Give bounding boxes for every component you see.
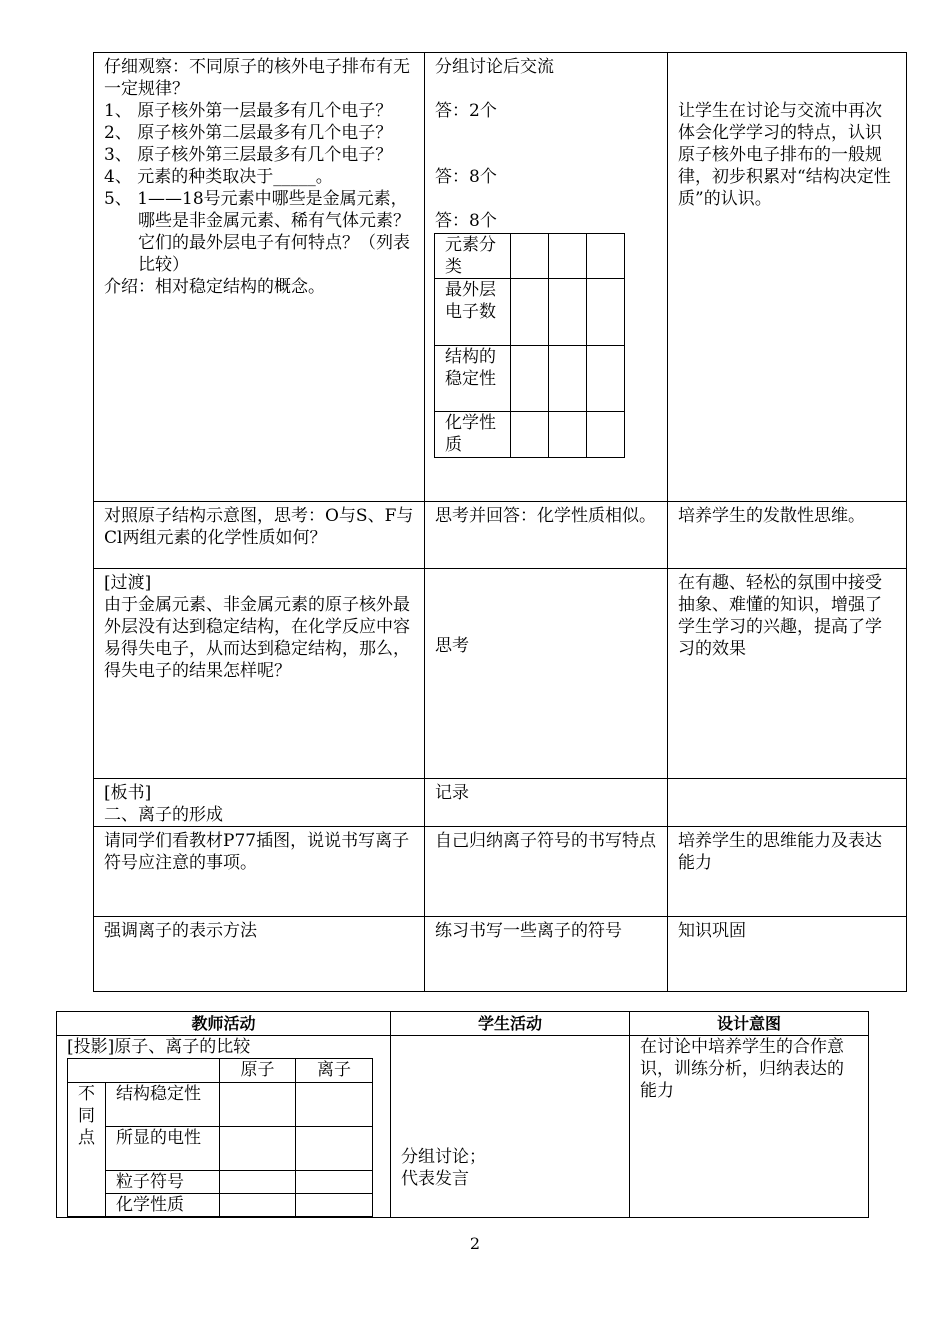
- answer-text: 答：8个: [435, 167, 497, 187]
- question-item: 1、 原子核外第一层最多有几个电子？: [104, 101, 393, 121]
- teacher-text: 介绍：相对稳定结构的概念。: [104, 277, 325, 297]
- teacher-activity-cell: [94, 779, 425, 827]
- intent-text: 让学生在讨论与交流中再次体会化学学习的特点，认识原子核外电子排布的一般规律，初步积累对“结构决定性质”的认识。: [678, 101, 891, 209]
- table-row: [68, 1083, 373, 1127]
- column-header: 学生活动: [391, 1012, 630, 1036]
- student-text: 分组讨论后交流: [435, 57, 554, 77]
- element-classification-table: [434, 233, 625, 458]
- column-header: 设计意图: [630, 1012, 869, 1036]
- table-row: [94, 917, 907, 992]
- table-cell: 化学性质: [435, 412, 511, 458]
- lesson-table-1: [93, 52, 907, 992]
- table-row: [435, 234, 625, 279]
- answer-text: 答：2个: [435, 101, 497, 121]
- answer-text: 答：8个: [435, 211, 497, 231]
- student-activity-cell: 练习书写一些离子的符号: [425, 917, 668, 992]
- table-header-row: [57, 1012, 869, 1036]
- teacher-text: 由于金属元素、非金属元素的原子核外最外层没有达到稳定结构，在化学反应中容易得失电子，从而达到稳定结构，那么，得失电子的结果怎样呢？: [104, 595, 410, 681]
- student-text: 代表发言: [401, 1169, 469, 1189]
- design-intent-cell: 培养学生的思维能力及表达能力: [668, 827, 907, 917]
- projection-title: [投影]原子、离子的比较: [67, 1037, 251, 1057]
- student-activity-cell: [425, 53, 668, 502]
- design-intent-cell: 知识巩固: [668, 917, 907, 992]
- teacher-text: 二、离子的形成: [104, 805, 223, 825]
- student-text: 分组讨论；: [401, 1147, 486, 1167]
- table-row: [68, 1059, 373, 1083]
- question-item: 4、 元素的种类取决于_____。: [104, 167, 333, 187]
- column-header: 离子: [296, 1059, 373, 1083]
- design-intent-cell: 在有趣、轻松的氛围中接受抽象、难懂的知识，增强了学生学习的兴趣，提高了学习的效果: [668, 569, 907, 779]
- column-header: 原子: [220, 1059, 296, 1083]
- question-item: 2、 原子核外第二层最多有几个电子？: [104, 123, 393, 143]
- teacher-activity-cell: [94, 569, 425, 779]
- teacher-activity-cell: 请同学们看教材P77插图，说说书写离子符号应注意的事项。: [94, 827, 425, 917]
- table-row: [57, 1036, 869, 1218]
- table-row: [435, 279, 625, 346]
- table-cell: 结构的稳定性: [435, 346, 511, 412]
- design-intent-cell: [668, 779, 907, 827]
- teacher-text: 仔细观察：不同原子的核外电子排布有无一定规律？: [104, 57, 410, 99]
- design-intent-cell: 培养学生的发散性思维。: [668, 502, 907, 569]
- student-activity-cell: [391, 1036, 630, 1218]
- table-cell: 结构稳定性: [106, 1083, 220, 1127]
- table-cell: 粒子符号: [106, 1171, 220, 1194]
- table-cell: 化学性质: [106, 1194, 220, 1217]
- table-row: [94, 827, 907, 917]
- table-cell: 最外层电子数: [435, 279, 511, 346]
- page-number: 2: [469, 1234, 481, 1253]
- student-activity-cell: 思考并回答：化学性质相似。: [425, 502, 668, 569]
- column-header: 教师活动: [57, 1012, 391, 1036]
- table-row: [68, 1127, 373, 1171]
- question-item: 5、 1——18号元素中哪些是金属元素，哪些是非金属元素、稀有气体元素？它们的最外层电子有何特点？（列表比较）: [104, 189, 410, 275]
- teacher-activity-cell: [94, 53, 425, 502]
- student-activity-cell: 思考: [425, 569, 668, 779]
- table-row: [94, 53, 907, 502]
- teacher-activity-cell: 对照原子结构示意图，思考：O与S、F与Cl两组元素的化学性质如何？: [94, 502, 425, 569]
- table-row: [435, 346, 625, 412]
- atom-ion-compare-table: [67, 1058, 373, 1217]
- table-cell: 元素分类: [435, 234, 511, 279]
- table-row: [94, 569, 907, 779]
- table-row: [435, 412, 625, 458]
- board-label: [板书]: [104, 783, 152, 803]
- student-activity-cell: 自己归纳离子符号的书写特点: [425, 827, 668, 917]
- teacher-activity-cell: 强调离子的表示方法: [94, 917, 425, 992]
- student-activity-cell: 记录: [425, 779, 668, 827]
- group-label: 不同点: [68, 1083, 106, 1217]
- design-intent-cell: [668, 53, 907, 502]
- table-row: [94, 502, 907, 569]
- table-row: [94, 779, 907, 827]
- table-row: [68, 1194, 373, 1217]
- lesson-table-2: [56, 1011, 869, 1218]
- table-cell: 所显的电性: [106, 1127, 220, 1171]
- teacher-activity-cell: [57, 1036, 391, 1218]
- table-row: [68, 1171, 373, 1194]
- transition-label: [过渡]: [104, 573, 152, 593]
- design-intent-cell: 在讨论中培养学生的合作意识，训练分析，归纳表达的能力: [630, 1036, 869, 1218]
- question-item: 3、 原子核外第三层最多有几个电子？: [104, 145, 393, 165]
